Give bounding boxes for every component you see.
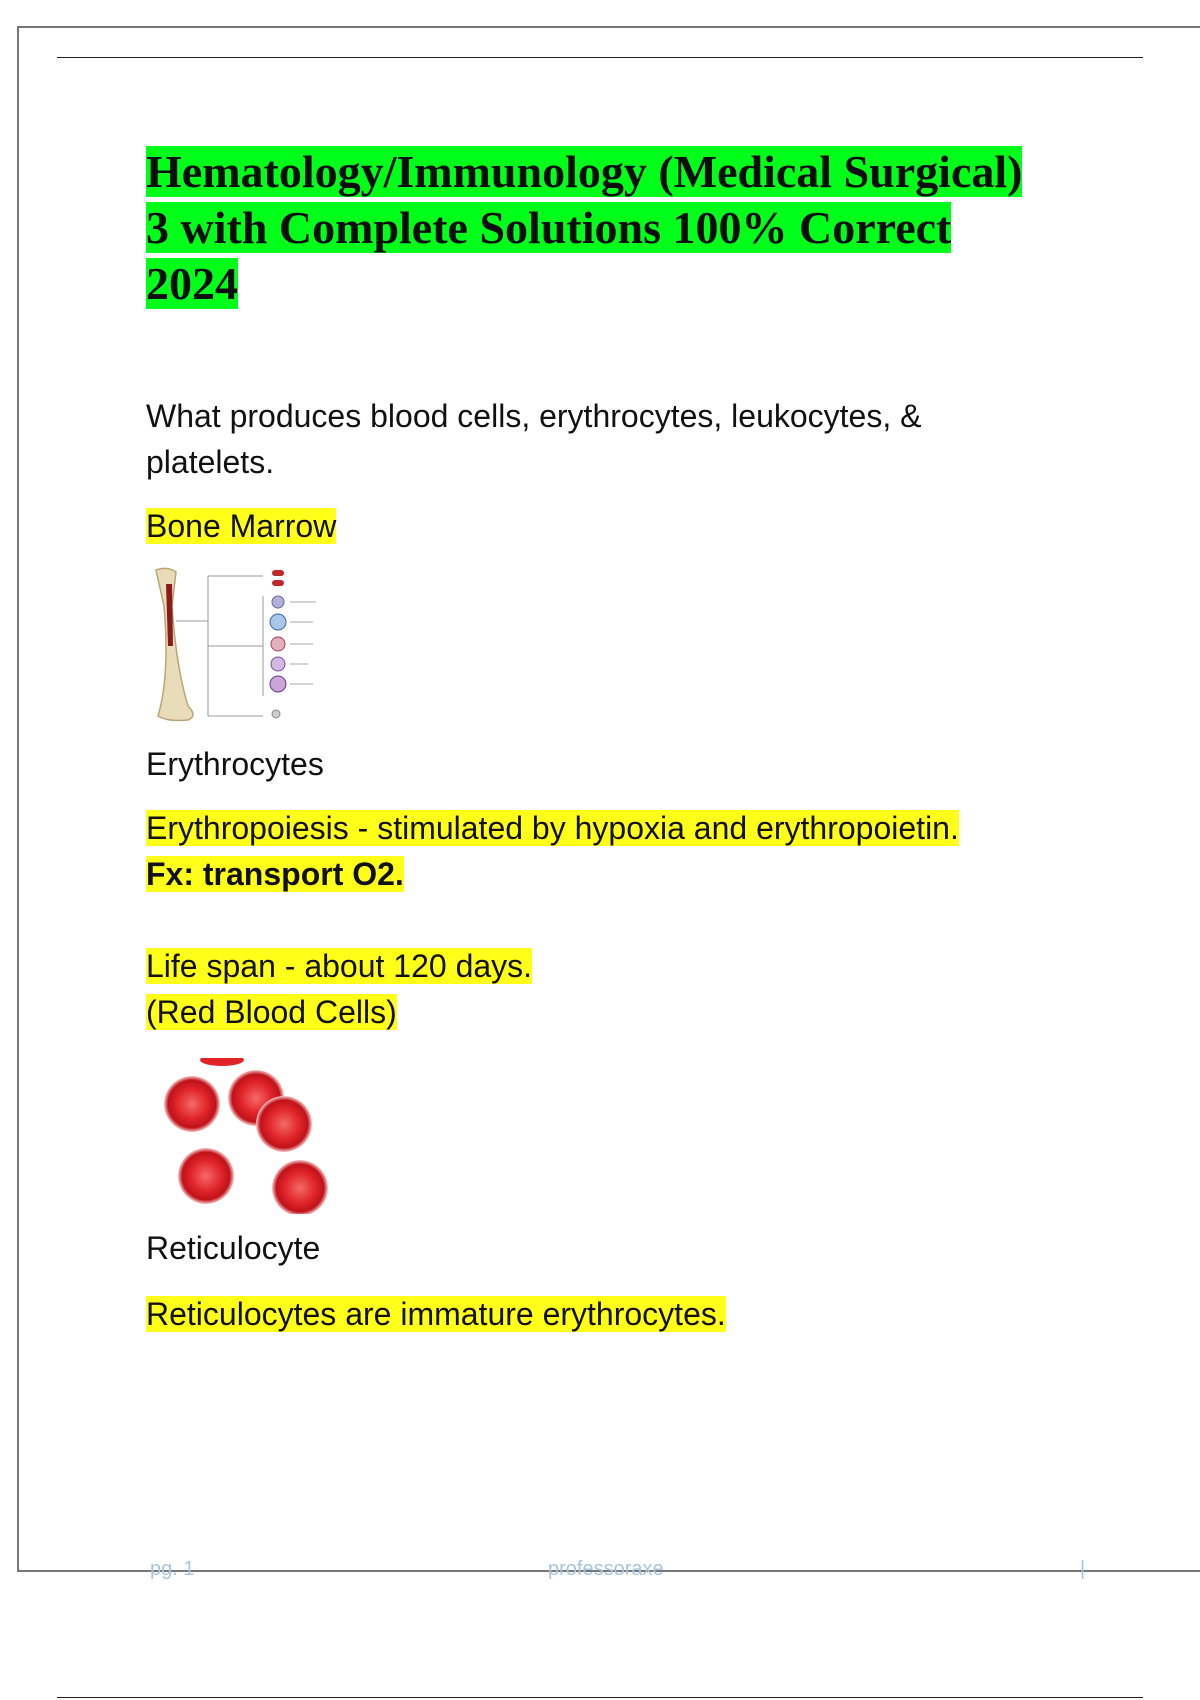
answer-3 (146, 1291, 726, 1337)
answer-2-line-5: (Red Blood Cells) (146, 994, 397, 1030)
bone-marrow-illustration (148, 566, 323, 722)
answer-2-line-1: Erythropoiesis - stimulated by hypoxia and erythropoietin. (146, 810, 959, 846)
answer-2-blank-line (146, 897, 1046, 943)
footer-separator: | (1080, 1558, 1086, 1580)
answer-2 (146, 805, 1046, 1035)
question-3: Reticulocyte (146, 1230, 321, 1266)
question-1: What produces blood cells, erythrocytes, leukocytes, & platelets. (146, 398, 922, 480)
answer-1 (146, 503, 336, 549)
title-line-3: 2024 (146, 258, 238, 309)
header-rule (57, 57, 1143, 58)
bottom-rule (57, 1697, 1143, 1698)
femur-shape (156, 568, 193, 720)
question-2: Erythrocytes (146, 746, 324, 782)
answer-3-text: Reticulocytes are immature erythrocytes. (146, 1296, 726, 1332)
answer-2-line-4: Life span - about 120 days. (146, 948, 533, 984)
title-line-1: Hematology/Immunology (Medical Surgical) (146, 146, 1023, 197)
answer-2-line-2: Fx: transport O2. (146, 856, 404, 892)
red-blood-cells-illustration (150, 1058, 340, 1214)
document-title (146, 144, 1086, 312)
answer-1-text: Bone Marrow (146, 508, 337, 544)
footer-page-number: pg. 1 (150, 1558, 195, 1580)
title-line-2: 3 with Complete Solutions 100% Correct (146, 202, 952, 253)
footer-author: professoraxe (548, 1558, 664, 1580)
